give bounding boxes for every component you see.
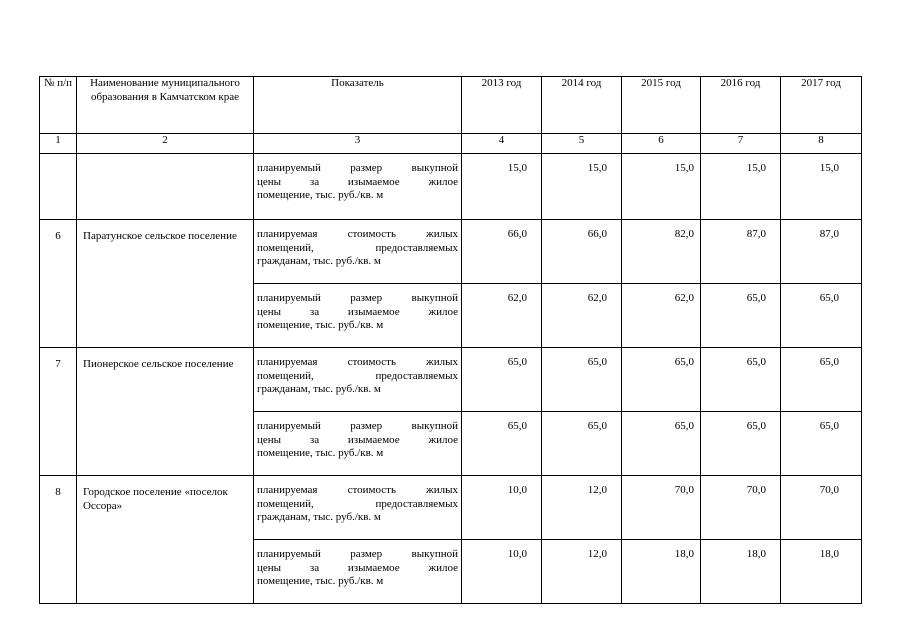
table-row [40,220,862,284]
indicator-text: помещение, тыс. руб./кв. м [257,189,384,201]
indicator-cell [254,154,462,220]
value-cell: 15,0 [701,154,781,220]
value-cell: 18,0 [781,540,862,604]
indicator-text: помещение, тыс. руб./кв. м [257,319,384,331]
value-cell: 82,0 [622,220,701,284]
value-cell: 62,0 [542,284,622,348]
value-cell: 65,0 [462,412,542,476]
indicator-text: планируемая стоимость жилых [257,356,458,368]
table-row [40,348,862,412]
indicator-text: гражданам, тыс. руб./кв. м [257,255,381,267]
value-cell: 65,0 [622,412,701,476]
table-row [40,154,862,220]
municipality-name: Городское поселение «поселок Оссора» [77,476,254,604]
municipality-name: Пионерское сельское поселение [77,348,254,476]
value-cell: 65,0 [542,412,622,476]
data-table [39,76,862,604]
header-year: 2015 год [622,77,701,134]
value-cell: 87,0 [701,220,781,284]
value-cell: 70,0 [701,476,781,540]
value-cell: 70,0 [622,476,701,540]
indicator-text: помещений, предоставляемых [257,369,458,382]
row-number [40,154,77,220]
value-cell: 65,0 [622,348,701,412]
value-cell: 70,0 [781,476,862,540]
header-year: 2017 год [781,77,862,134]
municipality-name: Паратунское сельское поселение [77,220,254,348]
value-cell: 66,0 [462,220,542,284]
header-year: 2013 год [462,77,542,134]
value-cell: 10,0 [462,540,542,604]
municipality-name [77,154,254,220]
row-number: 7 [40,348,77,476]
column-number: 1 [40,134,77,154]
value-cell: 66,0 [542,220,622,284]
value-cell: 62,0 [622,284,701,348]
value-cell: 65,0 [462,348,542,412]
indicator-text: цены за изымаемое жилое [257,305,458,318]
row-number: 6 [40,220,77,348]
header-indicator: Показатель [254,77,462,134]
indicator-cell [254,412,462,476]
indicator-text: планируемый размер выкупной [257,420,458,432]
value-cell: 65,0 [701,412,781,476]
header-row [40,77,862,134]
column-number: 7 [701,134,781,154]
indicator-text: помещение, тыс. руб./кв. м [257,575,384,587]
indicator-text: планируемый размер выкупной [257,162,458,174]
indicator-cell [254,348,462,412]
value-cell: 15,0 [542,154,622,220]
column-number: 5 [542,134,622,154]
indicator-text: планируемый размер выкупной [257,548,458,560]
table-row [40,476,862,540]
value-cell: 18,0 [701,540,781,604]
column-number: 4 [462,134,542,154]
column-number: 3 [254,134,462,154]
indicator-text: помещений, предоставляемых [257,497,458,510]
header-no: № п/п [40,77,77,134]
column-number: 2 [77,134,254,154]
value-cell: 15,0 [781,154,862,220]
indicator-text: гражданам, тыс. руб./кв. м [257,511,381,523]
column-number: 6 [622,134,701,154]
value-cell: 65,0 [701,284,781,348]
value-cell: 12,0 [542,476,622,540]
row-number: 8 [40,476,77,604]
header-year: 2016 год [701,77,781,134]
value-cell: 18,0 [622,540,701,604]
header-municipality: Наименование муниципального образования в Камчатском крае [77,77,254,134]
column-number-row [40,134,862,154]
value-cell: 65,0 [781,348,862,412]
indicator-text: помещение, тыс. руб./кв. м [257,447,384,459]
value-cell: 87,0 [781,220,862,284]
value-cell: 10,0 [462,476,542,540]
indicator-cell [254,284,462,348]
indicator-text: планируемая стоимость жилых [257,228,458,240]
column-number: 8 [781,134,862,154]
header-year: 2014 год [542,77,622,134]
indicator-text: цены за изымаемое жилое [257,433,458,446]
indicator-text: помещений, предоставляемых [257,241,458,254]
value-cell: 15,0 [462,154,542,220]
indicator-text: гражданам, тыс. руб./кв. м [257,383,381,395]
indicator-text: планируемая стоимость жилых [257,484,458,496]
value-cell: 12,0 [542,540,622,604]
value-cell: 65,0 [701,348,781,412]
value-cell: 65,0 [781,284,862,348]
indicator-text: цены за изымаемое жилое [257,175,458,188]
value-cell: 65,0 [542,348,622,412]
value-cell: 15,0 [622,154,701,220]
value-cell: 65,0 [781,412,862,476]
indicator-cell [254,540,462,604]
indicator-text: цены за изымаемое жилое [257,561,458,574]
indicator-text: планируемый размер выкупной [257,292,458,304]
value-cell: 62,0 [462,284,542,348]
indicator-cell [254,476,462,540]
indicator-cell [254,220,462,284]
